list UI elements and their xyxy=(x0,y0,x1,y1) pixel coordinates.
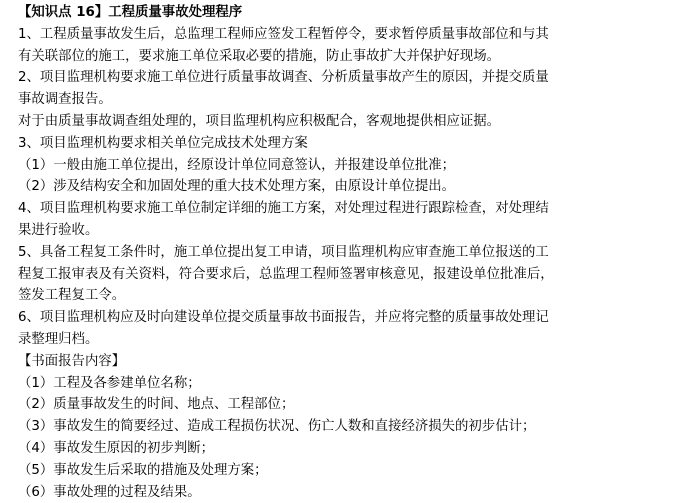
text-line-20: （4）事故发生原因的初步判断； xyxy=(18,440,214,456)
page-title: 【知识点 16】工程质量事故处理程序 xyxy=(18,5,243,20)
text-line-13: 签发工程复工令。 xyxy=(18,288,126,304)
text-line-2: 有关联部位的施工，要求施工单位采取必要的措施，防止事故扩大并保护好现场。 xyxy=(18,48,501,64)
text-line-19: （3）事故发生的简要经过、造成工程损伤状况、伤亡人数和直接经济损失的初步估计； xyxy=(18,419,536,435)
text-line-8: （2）涉及结构安全和加固处理的重大技术处理方案，由原设计单位提出。 xyxy=(18,179,456,195)
text-line-5: 对于由质量事故调查组处理的，项目监理机构应积极配合，客观地提供相应证据。 xyxy=(18,113,501,129)
section-heading: 【书面报告内容】 xyxy=(18,353,126,369)
text-line-3: 2、项目监理机构要求施工单位进行质量事故调查、分析质量事故产生的原因，并提交质量 xyxy=(18,70,549,86)
text-line-7: （1）一般由施工单位提出，经原设计单位同意签认，并报建设单位批准； xyxy=(18,157,456,173)
text-line-12: 程复工报审表及有关资料，符合要求后，总监理工程师签署审核意见，报建设单位批准后， xyxy=(18,266,554,282)
text-line-10: 果进行验收。 xyxy=(18,222,99,238)
text-line-22: （6）事故处理的过程及结果。 xyxy=(18,484,201,500)
text-line-6: 3、项目监理机构要求相关单位完成技术处理方案 xyxy=(18,135,308,151)
text-line-4: 事故调查报告。 xyxy=(18,92,112,108)
text-line-18: （2）质量事故发生的时间、地点、工程部位； xyxy=(18,397,295,413)
text-line-9: 4、项目监理机构要求施工单位制定详细的施工方案，对处理过程进行跟踪检查，对处理结 xyxy=(18,201,549,217)
text-line-1: 1、工程质量事故发生后，总监理工程师应签发工程暂停令，要求暂停质量事故部位和与其 xyxy=(18,26,549,42)
text-line-21: （5）事故发生后采取的措施及处理方案； xyxy=(18,462,268,478)
text-line-14: 6、项目监理机构应及时向建设单位提交质量事故书面报告，并应将完整的质量事故处理记 xyxy=(18,310,549,326)
text-line-15: 录整理归档。 xyxy=(18,331,99,347)
text-line-11: 5、具备工程复工条件时，施工单位提出复工申请，项目监理机构应审查施工单位报送的工 xyxy=(18,244,549,260)
text-line-17: （1）工程及各参建单位名称； xyxy=(18,375,201,391)
